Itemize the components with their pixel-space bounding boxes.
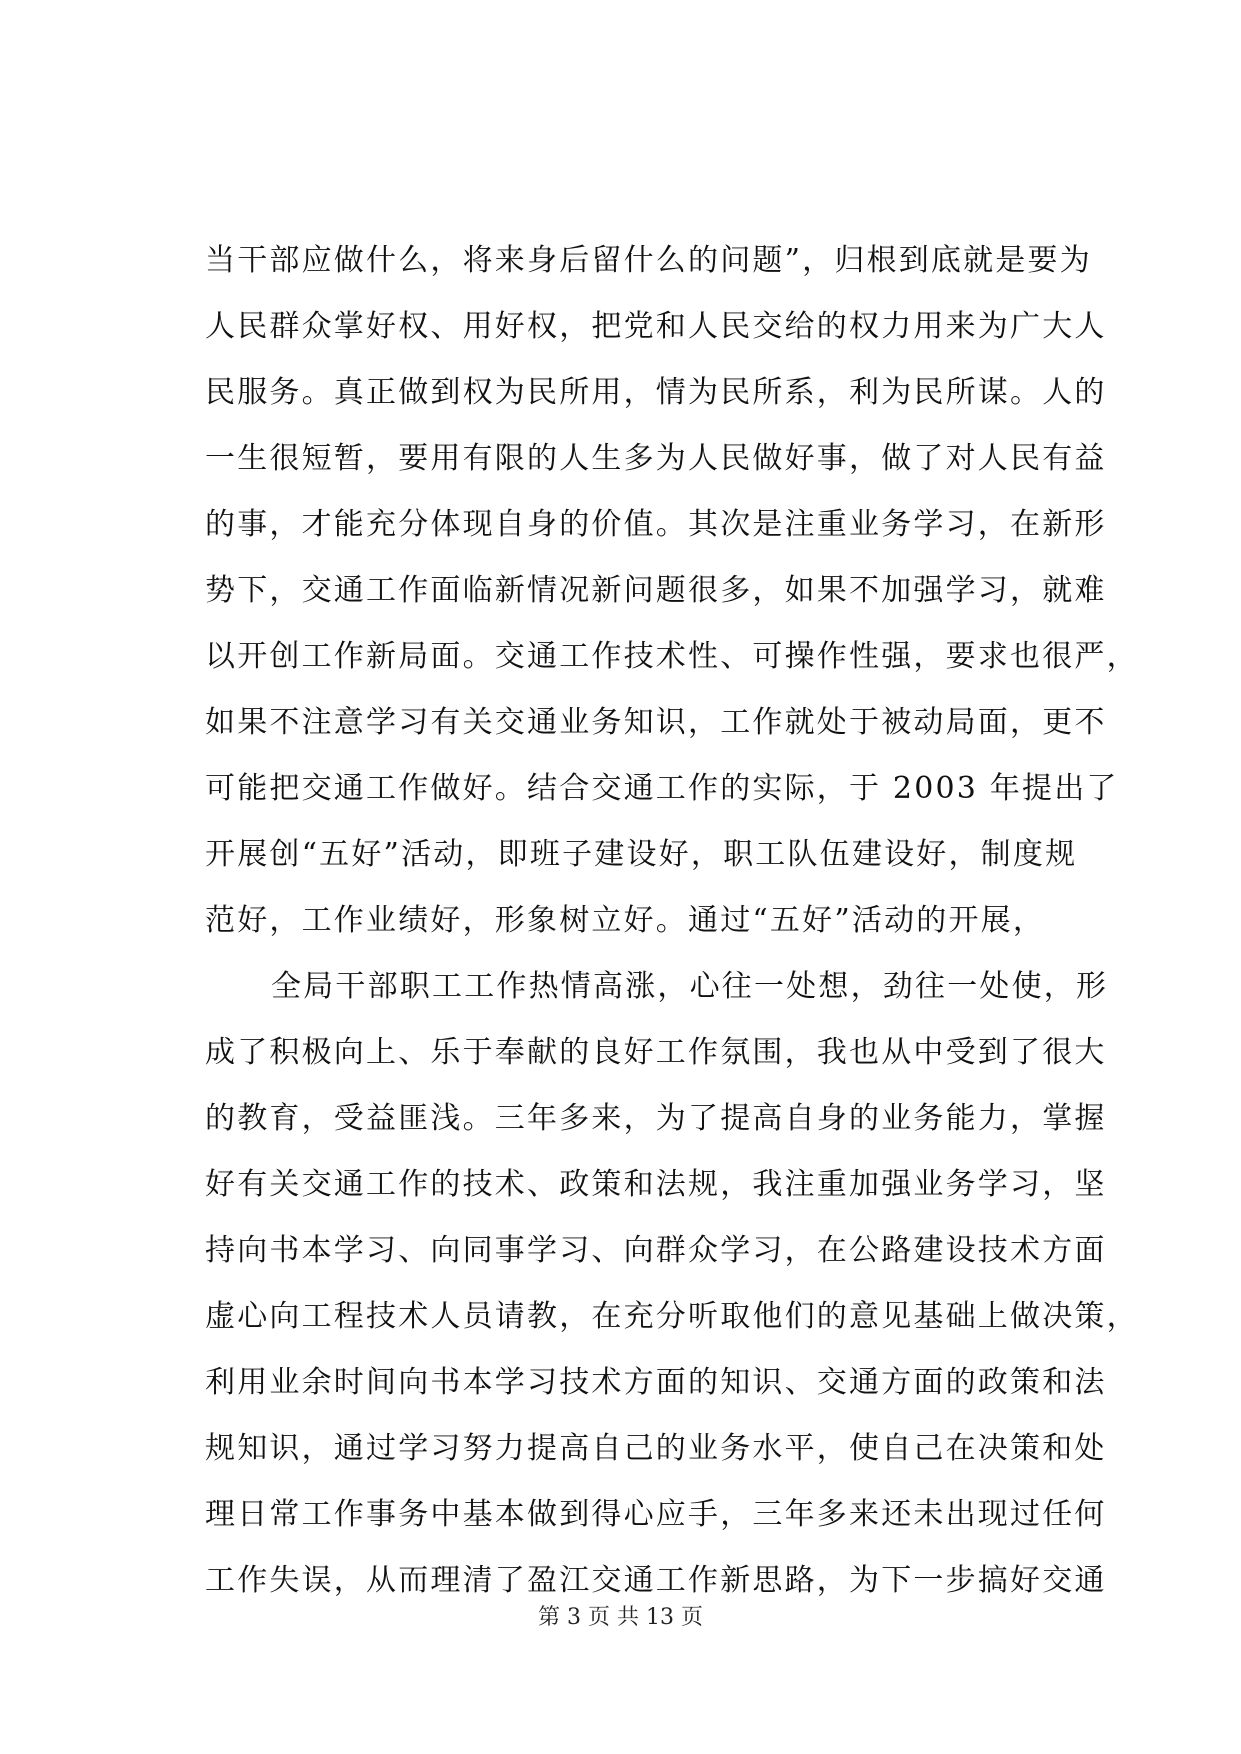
page-footer [0,1600,1241,1631]
text-line: 的教育，受益匪浅。三年多来，为了提高自身的业务能力，掌握 [205,1101,1107,1136]
text-line: 工作失误，从而理清了盈江交通工作新思路，为下一步搞好交通 [205,1563,1107,1598]
text-line: 当干部应做什么，将来身后留什么的问题”，归根到底就是要为 [205,243,1092,278]
text-line: 开展创“五好”活动，即班子建设好，职工队伍建设好，制度规 [205,837,1078,872]
text-line: 持向书本学习、向同事学习、向群众学习，在公路建设技术方面 [205,1233,1107,1268]
text-line: 虚心向工程技术人员请教，在充分听取他们的意见基础上做决策， [205,1299,1139,1334]
text-line: 势下，交通工作面临新情况新问题很多，如果不加强学习，就难 [205,573,1107,608]
text-line: 一生很短暂，要用有限的人生多为人民做好事，做了对人民有益 [205,441,1107,476]
text-line: 人民群众掌好权、用好权，把党和人民交给的权力用来为广大人 [205,309,1107,344]
text-line: 的事，才能充分体现自身的价值。其次是注重业务学习，在新形 [205,507,1107,542]
text-line: 以开创工作新局面。交通工作技术性、可操作性强，要求也很严， [205,639,1139,674]
paragraph-first-line: 全局干部职工工作热情高涨，心往一处想，劲往一处使，形 [271,969,1109,1004]
text-line: 好有关交通工作的技术、政策和法规，我注重加强业务学习，坚 [205,1167,1107,1202]
text-line: 范好，工作业绩好，形象树立好。通过“五好”活动的开展， [205,903,1046,938]
text-line: 规知识，通过学习努力提高自己的业务水平，使自己在决策和处 [205,1431,1107,1466]
text-line: 成了积极向上、乐于奉献的良好工作氛围，我也从中受到了很大 [205,1035,1107,1070]
text-line: 可能把交通工作做好。结合交通工作的实际，于 2003 年提出了 [205,771,1119,806]
text-line: 民服务。真正做到权为民所用，情为民所系，利为民所谋。人的 [205,375,1107,410]
text-line: 理日常工作事务中基本做到得心应手，三年多来还未出现过任何 [205,1497,1107,1532]
text-line: 利用业余时间向书本学习技术方面的知识、交通方面的政策和法 [205,1365,1107,1400]
document-body [205,228,1139,1614]
text-line: 如果不注意学习有关交通业务知识，工作就处于被动局面，更不 [205,705,1107,740]
page-number-indicator: 第 3 页 共 13 页 [538,1605,703,1630]
